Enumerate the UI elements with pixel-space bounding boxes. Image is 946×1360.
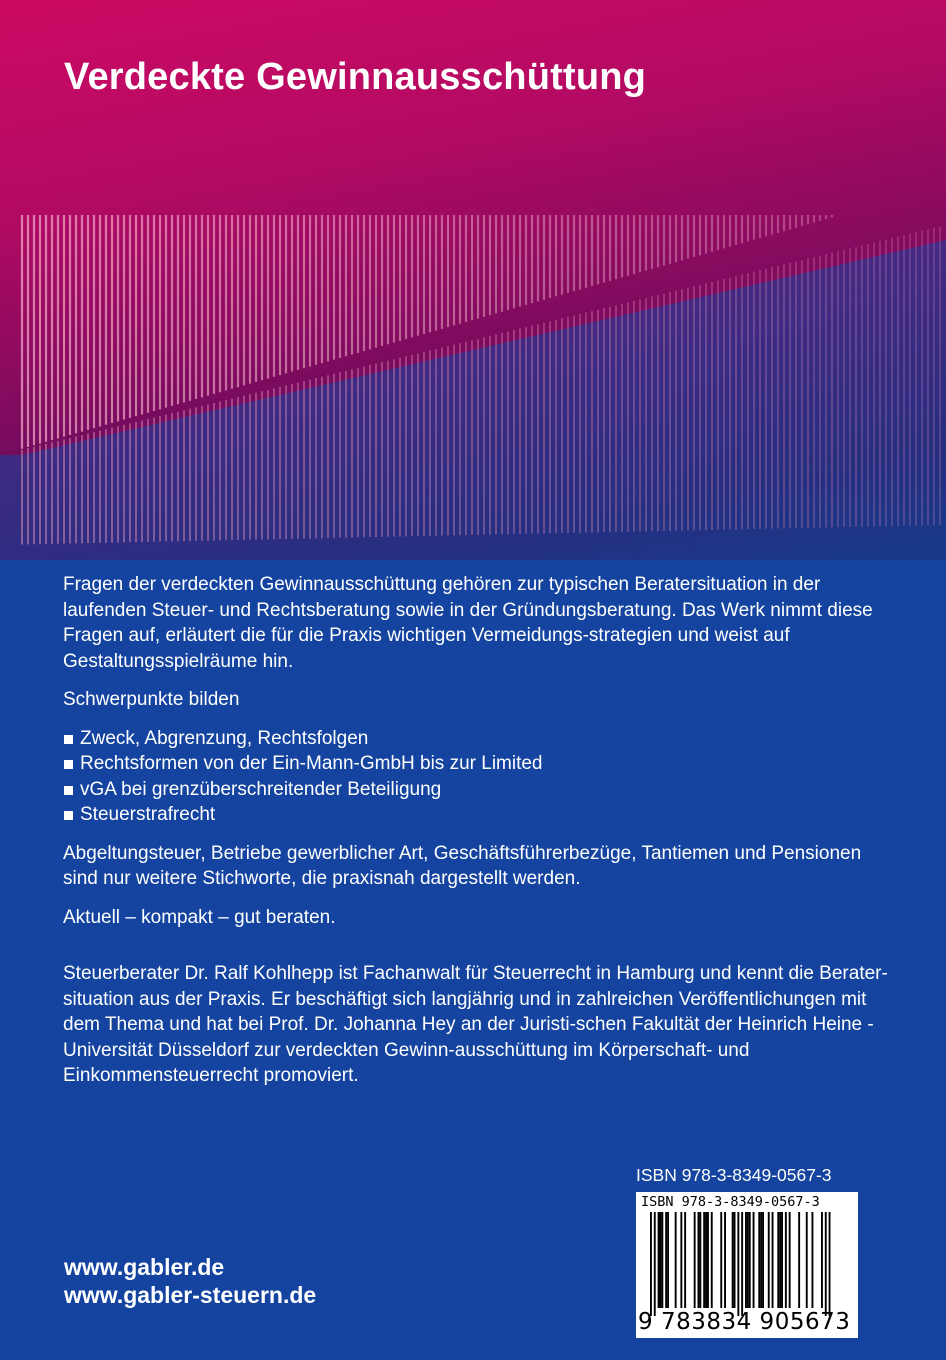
publisher-websites: [64, 1253, 316, 1309]
barcode-bar: [660, 1212, 662, 1308]
intro-paragraph: Fragen der verdeckten Gewinnausschüttung gehören zur typischen Beratersituation in der laufenden Steuer- und Rechtsberatung sowie in der Gründungsberatung. Das Werk nimmt diese Fragen auf, erläutert die für die Praxis wichtigen Vermeidungs-strategien und weist auf Gestaltungsspielräume hin.: [63, 574, 873, 672]
barcode-bar: [789, 1212, 791, 1308]
list-item: Rechtsformen von der Ein-Mann-GmbH bis zur Limited: [63, 751, 893, 777]
website-link[interactable]: www.gabler-steuern.de: [64, 1282, 317, 1308]
barcode-bar: [829, 1212, 831, 1316]
list-item: vGA bei grenzüberschreitender Beteiligung: [63, 777, 893, 803]
square-bullet-icon: [64, 811, 73, 820]
barcode-bar: [781, 1212, 783, 1308]
barcode-bar: [684, 1212, 686, 1308]
barcode-bar: [711, 1212, 713, 1308]
barcode-bar: [737, 1212, 739, 1316]
barcode-bar: [675, 1212, 677, 1308]
barcode-bar: [694, 1212, 696, 1308]
barcode-bar: [680, 1212, 682, 1308]
barcode-bar: [806, 1212, 808, 1308]
barcode-bar: [747, 1212, 749, 1308]
barcode-bar: [661, 1212, 663, 1308]
barcode-bar: [724, 1212, 726, 1308]
tagline: Aktuell – kompakt – gut beraten.: [63, 906, 336, 928]
list-item: Zweck, Abgrenzung, Rechtsfolgen: [63, 726, 893, 752]
focus-heading: Schwerpunkte bilden: [63, 689, 240, 710]
barcode-bar: [650, 1212, 652, 1316]
barcode-bar: [667, 1212, 669, 1308]
barcode-bar: [707, 1212, 709, 1308]
barcode-bar: [654, 1212, 656, 1316]
barcode-bar: [760, 1212, 762, 1308]
barcode-bar: [772, 1212, 774, 1308]
barcode-bar: [705, 1212, 707, 1308]
square-bullet-icon: [64, 735, 73, 744]
website-link[interactable]: www.gabler.de: [64, 1254, 225, 1280]
barcode-bar: [699, 1212, 701, 1308]
barcode-digits: 9 783834 905673: [638, 1309, 851, 1335]
barcode-bar: [768, 1212, 770, 1308]
barcode-bar: [779, 1212, 781, 1308]
square-bullet-icon: [64, 786, 73, 795]
book-title: Verdeckte Gewinnausschüttung: [64, 56, 647, 98]
isbn-label: ISBN 978-3-8349-0567-3: [636, 1165, 832, 1185]
description-block: [63, 572, 893, 943]
barcode-bar: [798, 1212, 800, 1308]
barcode-bar: [785, 1212, 787, 1308]
barcode-bar: [658, 1212, 660, 1308]
barcode-bar: [762, 1212, 764, 1308]
barcode-bar: [698, 1212, 700, 1308]
barcode-bar: [812, 1212, 814, 1308]
author-bio: Steuerberater Dr. Ralf Kohlhepp ist Fachanwalt für Steuerrecht in Hamburg und kennt die Berater-situation aus der Praxis. Er beschäftigt sich langjährig und in zahlreichen Veröffentlichungen mit dem Thema und hat bei Prof. Dr. Johanna Hey an der Juristi-schen Fakultät der Heinrich Heine - Universität Düsseldorf zur verdeckten Gewinn-ausschüttung im Körperschaft- und Einkommensteuerrecht promoviert.: [63, 963, 888, 1086]
barcode-isbn-text: ISBN 978-3-8349-0567-3: [641, 1194, 820, 1210]
barcode-bar: [732, 1212, 734, 1308]
barcode-bar: [777, 1212, 779, 1308]
barcode-bar: [749, 1212, 751, 1308]
focus-list: [63, 726, 893, 828]
barcode-bar: [825, 1212, 827, 1316]
barcode-bar: [758, 1212, 760, 1308]
barcode-bar: [741, 1212, 743, 1316]
barcode-bar: [665, 1212, 667, 1308]
barcode: [636, 1192, 858, 1338]
barcode-bar: [720, 1212, 722, 1308]
keywords-paragraph: Abgeltungsteuer, Betriebe gewerblicher Art, Geschäftsführerbezüge, Tantiemen und Pensionen sind nur weitere Stichworte, die praxisnah dargestellt werden.: [63, 842, 862, 889]
barcode-bar: [753, 1212, 755, 1308]
barcode-bar: [734, 1212, 736, 1308]
barcode-bar: [745, 1212, 747, 1308]
barcode-bar: [703, 1212, 705, 1308]
barcode-bar: [821, 1212, 823, 1308]
list-item: Steuerstrafrecht: [63, 802, 893, 828]
square-bullet-icon: [64, 760, 73, 769]
